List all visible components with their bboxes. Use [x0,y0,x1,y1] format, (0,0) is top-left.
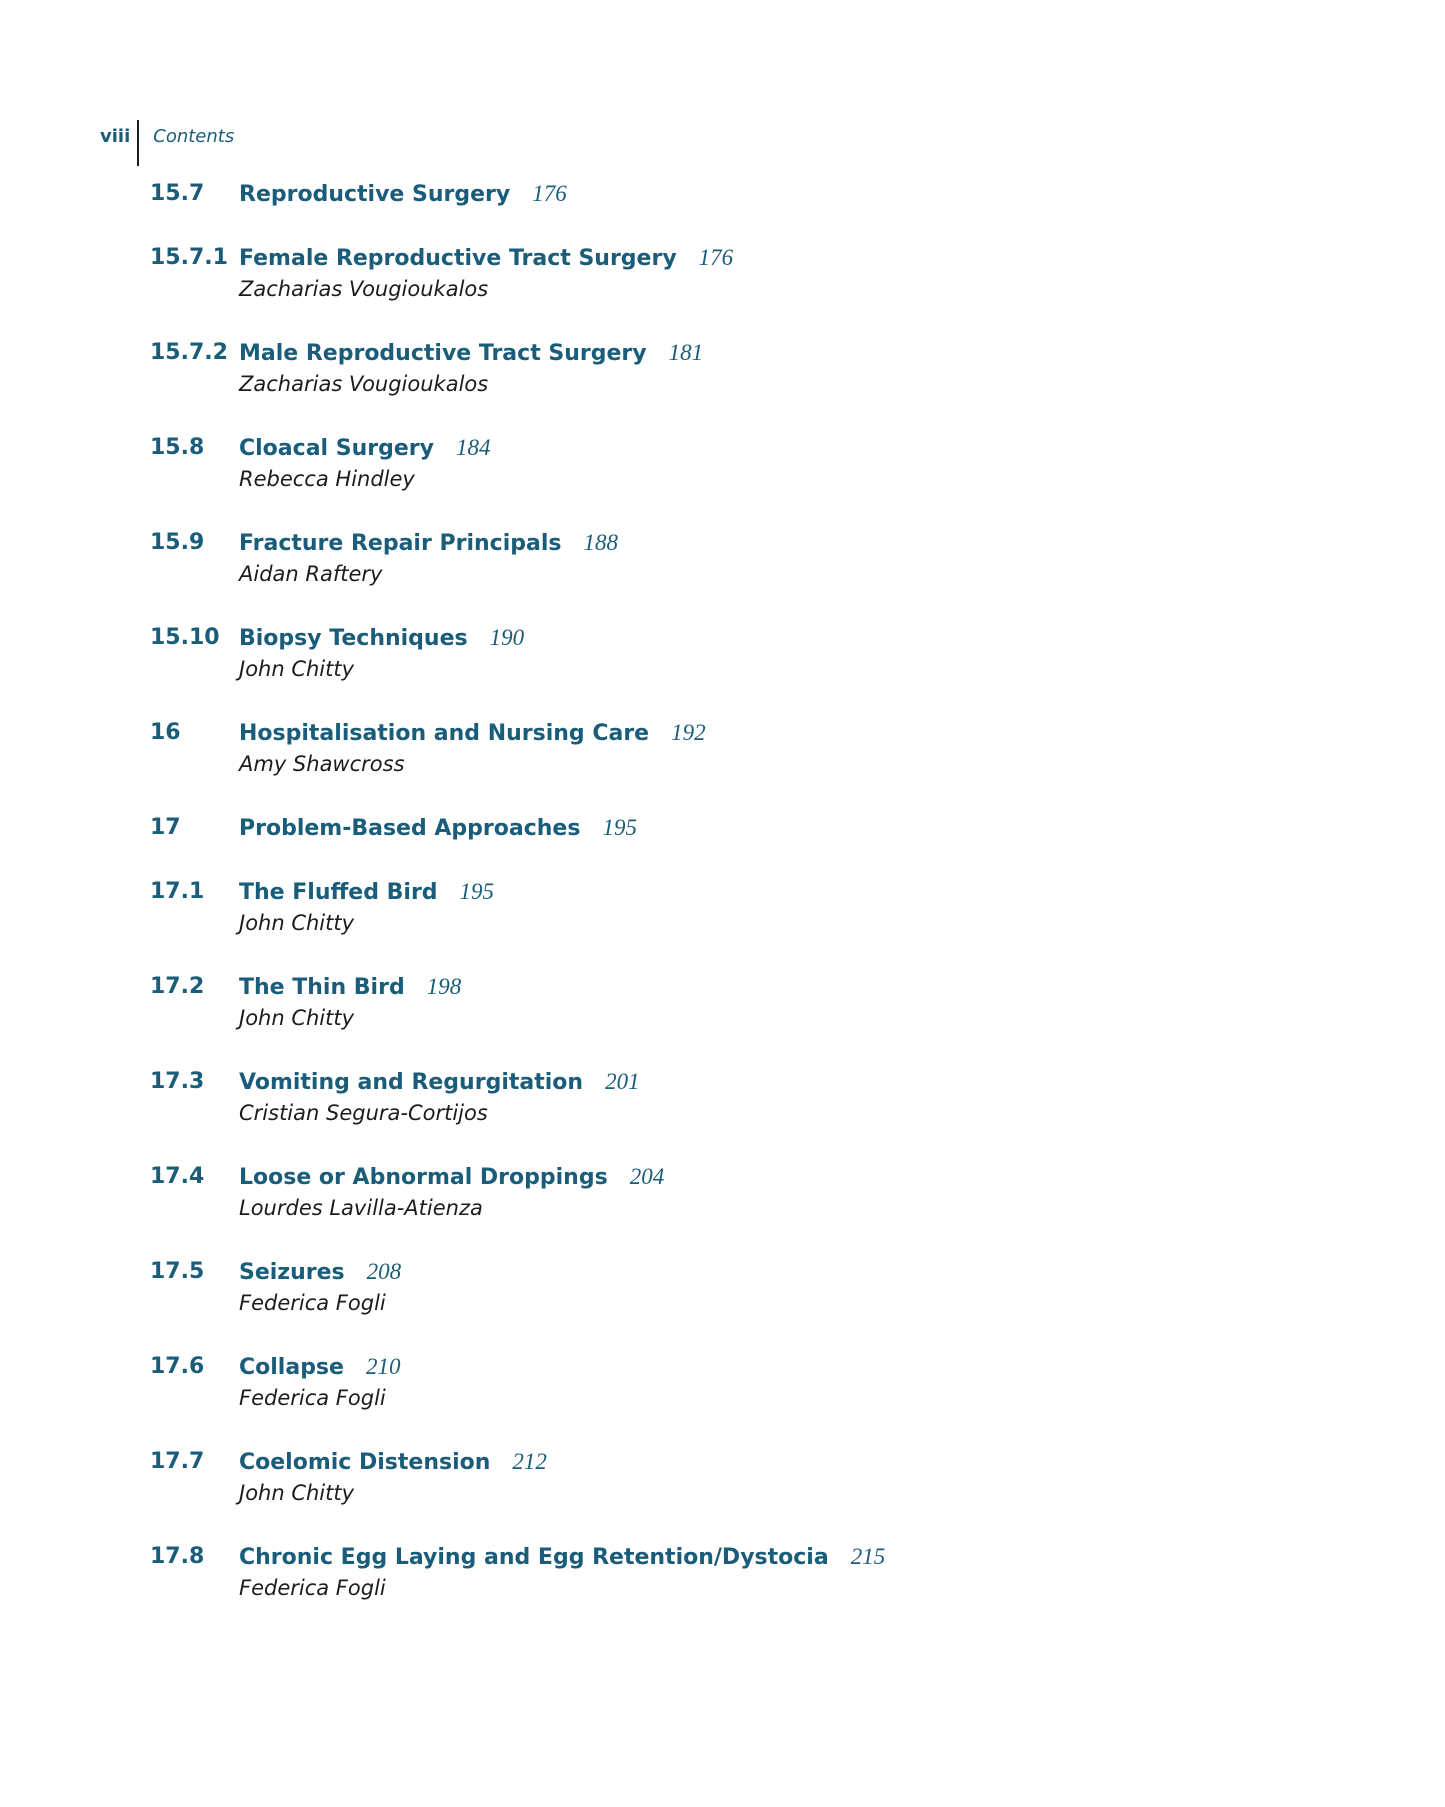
entry-title-line [239,876,494,911]
author-name: Amy Shawcross [239,752,405,776]
section-title[interactable]: Hospitalisation and Nursing Care [239,721,650,746]
toc-entry[interactable] [150,527,1350,622]
section-title[interactable]: Chronic Egg Laying and Egg Retention/Dystocia [239,1545,829,1570]
entry-title-line [239,178,567,213]
page-reference: 201 [605,1069,640,1094]
page-reference: 188 [583,530,618,555]
entry-title-line [239,527,618,562]
toc-entry[interactable] [150,717,1350,812]
entry-title-line [239,1256,401,1291]
page-reference: 195 [602,815,637,840]
toc-entry[interactable] [150,242,1350,337]
author-name: John Chitty [239,1006,355,1030]
section-title[interactable]: Vomiting and Regurgitation [239,1070,584,1095]
page-reference: 215 [850,1544,886,1569]
author-name: Zacharias Vougioukalos [239,277,489,301]
toc-entry[interactable] [150,1256,1350,1351]
author-name: Federica Fogli [239,1576,386,1600]
section-number: 15.9 [150,530,205,555]
section-number: 17.1 [150,879,205,904]
entry-title-line [239,1066,640,1101]
toc-entry[interactable] [150,971,1350,1066]
page-reference: 190 [489,625,525,650]
toc-entry[interactable] [150,1351,1350,1446]
section-title[interactable]: Cloacal Surgery [239,436,434,461]
page-number: viii [100,126,131,147]
page-reference: 212 [512,1449,547,1474]
author-name: John Chitty [239,1481,355,1505]
page-reference: 181 [668,340,704,365]
toc-entry[interactable] [150,812,1350,876]
entry-title-line [239,242,733,277]
section-title[interactable]: Loose or Abnormal Droppings [239,1165,608,1190]
table-of-contents [150,178,1350,1636]
author-name: Aidan Raftery [239,562,383,586]
author-name: John Chitty [239,657,355,681]
page-reference: 176 [532,181,567,206]
section-title[interactable]: Seizures [239,1260,345,1285]
section-title[interactable]: Collapse [239,1355,344,1380]
author-name: Cristian Segura-Cortijos [239,1101,488,1125]
section-title[interactable]: Reproductive Surgery [239,182,511,207]
section-title[interactable]: Fracture Repair Principals [239,531,562,556]
entry-title-line [239,717,706,752]
section-number: 15.7 [150,181,205,206]
section-number: 17.8 [150,1544,205,1569]
author-name: Rebecca Hindley [239,467,415,491]
entry-title-line [239,1351,400,1386]
toc-entry[interactable] [150,1541,1350,1636]
section-title[interactable]: The Thin Bird [239,975,405,1000]
author-name: Lourdes Lavilla-Atienza [239,1196,483,1220]
section-title[interactable]: Male Reproductive Tract Surgery [239,341,647,366]
section-number: 17.2 [150,974,205,999]
section-number: 17 [150,815,181,840]
section-number: 17.3 [150,1069,205,1094]
section-title[interactable]: Biopsy Techniques [239,626,468,651]
toc-entry[interactable] [150,337,1350,432]
page-reference: 198 [426,974,462,999]
page-reference: 210 [365,1354,401,1379]
section-title[interactable]: Problem-Based Approaches [239,816,581,841]
toc-entry[interactable] [150,1066,1350,1161]
section-number: 15.8 [150,435,205,460]
section-title[interactable]: Female Reproductive Tract Surgery [239,246,677,271]
toc-entry[interactable] [150,1161,1350,1256]
page-reference: 192 [671,720,706,745]
page-reference: 195 [459,879,495,904]
toc-entry[interactable] [150,178,1350,242]
running-head [100,120,234,166]
author-name: John Chitty [239,911,355,935]
entry-title-line [239,1161,664,1196]
page-reference: 184 [455,435,491,460]
page-reference: 204 [629,1164,665,1189]
section-number: 17.7 [150,1449,205,1474]
page-reference: 208 [366,1259,402,1284]
toc-entry[interactable] [150,1446,1350,1541]
running-head-title: Contents [153,126,235,147]
author-name: Federica Fogli [239,1291,386,1315]
author-name: Federica Fogli [239,1386,386,1410]
entry-title-line [239,622,524,657]
entry-title-line [239,812,637,847]
entry-title-line [239,1446,547,1481]
section-title[interactable]: Coelomic Distension [239,1450,491,1475]
section-number: 17.5 [150,1259,205,1284]
author-name: Zacharias Vougioukalos [239,372,489,396]
entry-title-line [239,337,703,372]
entry-title-line [239,432,490,467]
section-number: 16 [150,720,181,745]
toc-entry[interactable] [150,432,1350,527]
page-reference: 176 [698,245,734,270]
entry-title-line [239,971,461,1006]
section-number: 15.7.2 [150,340,228,365]
toc-entry[interactable] [150,876,1350,971]
section-number: 17.6 [150,1354,205,1379]
section-title[interactable]: The Fluffed Bird [239,880,438,905]
section-number: 17.4 [150,1164,205,1189]
entry-title-line [239,1541,885,1576]
section-number: 15.10 [150,625,220,650]
section-number: 15.7.1 [150,245,228,270]
toc-entry[interactable] [150,622,1350,717]
